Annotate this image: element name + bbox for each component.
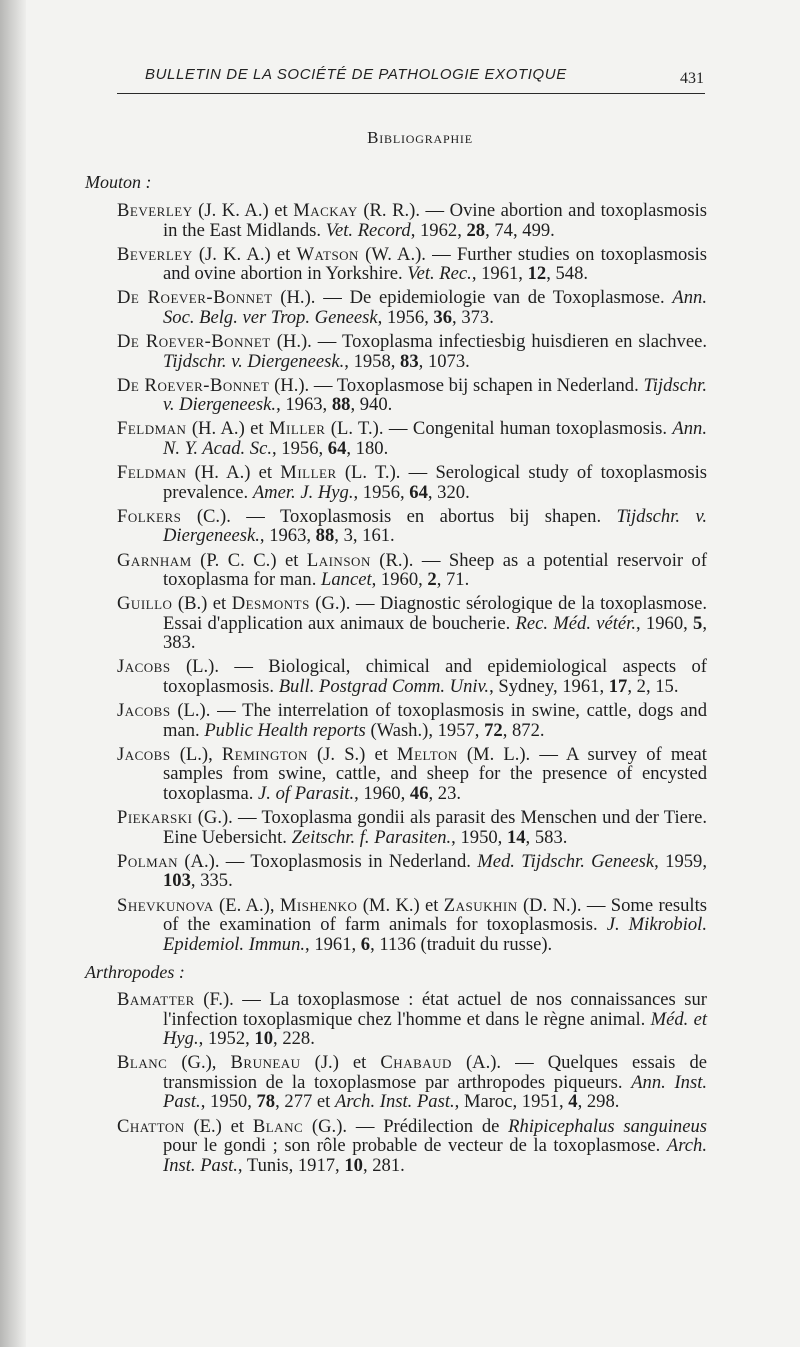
reference-author: Shevkunova [117, 894, 214, 916]
reference-author: Guillo [117, 593, 173, 615]
reference-text: (Wash.), 1957, [365, 719, 485, 741]
reference-text: , 1960, [371, 569, 428, 591]
reference-text: (M. L.). — A survey of meat samples from swine, cattle, and sheep for the presence of encysted toxoplasma. [163, 743, 707, 805]
reference-entry [117, 1117, 707, 1176]
reference-text: (D. N.). — Some results of the examination of farm animals for toxoplasmosis. [163, 894, 707, 936]
reference-author: Polman [117, 850, 179, 872]
reference-entry [117, 1053, 707, 1112]
reference-text: (J.) et [300, 1052, 381, 1074]
reference-entry [117, 288, 707, 327]
reference-text: , 3, 161. [334, 525, 395, 547]
reference-entry [117, 852, 707, 891]
reference-text: , 1952, [198, 1028, 255, 1050]
reference-text: (G.). — Diagnostic sérologique de la toxoplasmose. Essai d'application aux animaux de boucherie. [163, 593, 707, 634]
reference-volume: 6 [360, 933, 371, 955]
reference-text: , 1956, [377, 306, 434, 328]
reference-author: Beverley [117, 243, 193, 265]
reference-text: (G.), [167, 1052, 231, 1074]
reference-text: , Maroc, 1951, [454, 1091, 569, 1113]
reference-text: , 1956, [353, 481, 410, 503]
reference-text: , 298. [577, 1091, 620, 1113]
reference-text: (P. C. C.) et [191, 549, 307, 571]
reference-entry [117, 745, 707, 804]
reference-text: , 940. [350, 394, 393, 416]
reference-text: , 1958, [344, 350, 401, 372]
reference-text: (G.). — Prédilection de [303, 1115, 509, 1137]
reference-text: (A.). — Quelques essais de transmission de la toxoplasmose par arthropodes piqueurs. [163, 1052, 707, 1093]
reference-journal: Arch. Inst. Past. [163, 1135, 707, 1176]
reference-text: (L.), [170, 743, 222, 765]
reference-volume: 12 [527, 263, 547, 285]
reference-text: , 373. [452, 306, 494, 328]
reference-entry [117, 896, 707, 955]
group-heading-arthropodes: Arthropodes : [85, 962, 185, 982]
reference-text: (F.). — La toxoplasmose : état actuel de nos connaissances sur l'infection toxoplasmique chez l'homme et dans le règne animal. [163, 989, 707, 1030]
reference-volume: 103 [163, 870, 191, 892]
reference-volume: 46 [409, 783, 429, 805]
reference-volume: 64 [327, 438, 347, 460]
page-number: 431 [680, 70, 704, 87]
reference-journal: Tijdschr. v. Diergeneesk. [163, 505, 707, 547]
reference-author: Remington [221, 743, 308, 765]
reference-volume: 28 [466, 219, 486, 241]
reference-author: Chatton [117, 1115, 185, 1137]
reference-author: Zasukhin [443, 894, 518, 916]
running-title: BULLETIN DE LA SOCIÉTÉ DE PATHOLOGIE EXOTIQUE [145, 66, 567, 83]
reference-author: Piekarski [117, 807, 193, 829]
reference-journal: Ann. Inst. Past. [163, 1071, 708, 1113]
reference-journal: Méd. et Hyg. [163, 1008, 707, 1050]
reference-text: (H.). — De epidemiologie van de Toxoplasmose. [272, 287, 673, 309]
reference-author: De Roever-Bonnet [117, 331, 271, 353]
reference-volume: 78 [256, 1091, 276, 1113]
reference-volume: 64 [409, 481, 428, 503]
reference-journal: Ann. N. Y. Acad. Sc. [163, 418, 707, 460]
reference-text: , 1961, [305, 933, 361, 955]
reference-text: , 320. [427, 481, 470, 503]
reference-text: (J. K. A.) et [192, 243, 297, 265]
reference-text: , 1136 (traduit du russe). [370, 933, 553, 955]
reference-text: , 2, 15. [627, 676, 679, 698]
reference-entry [117, 507, 707, 546]
reference-journal: Public Health reports [204, 719, 366, 741]
reference-text: (H.). — Toxoplasma infectiesbig huisdieren en slachvee. [270, 331, 708, 353]
reference-author: Desmonts [231, 593, 310, 615]
reference-volume: 5 [693, 612, 703, 634]
reference-text: (J. S.) et [307, 743, 398, 765]
reference-author: Beverley [117, 200, 193, 221]
reference-journal: Amer. J. Hyg. [252, 481, 354, 503]
reference-list-arthropodes [117, 990, 707, 1180]
reference-text: , 1963, [276, 394, 332, 416]
reference-volume: 88 [331, 394, 351, 416]
reference-text: , 74, 499. [485, 219, 555, 241]
reference-journal: Vet. Rec. [407, 263, 472, 285]
reference-text: (J. K. A.) et [192, 200, 294, 221]
reference-text: (C.). — Toxoplasmosis en abortus bij shapen. [181, 505, 617, 527]
reference-text: , 1956, [272, 438, 328, 460]
reference-journal: Med. Tijdschr. Geneesk [477, 850, 655, 872]
reference-text: , 1961, [471, 263, 528, 285]
reference-journal: Rec. Méd. vétér. [515, 612, 637, 634]
reference-text: (W. A.). — Further studies on toxoplasmosis and ovine abortion in Yorkshire. [163, 243, 707, 285]
reference-text: , 180. [346, 438, 389, 460]
reference-journal: Tijdschr. v. Diergeneesk. [163, 350, 345, 372]
reference-entry [117, 419, 707, 458]
reference-author: De Roever-Bonnet [117, 374, 270, 396]
reference-author: Feldman [117, 418, 187, 440]
reference-entry [117, 376, 707, 415]
group-heading-mouton: Mouton : [85, 172, 152, 192]
reference-author: Miller [280, 462, 337, 484]
reference-volume: 2 [427, 569, 437, 591]
reference-journal: J. Mikrobiol. Epidemiol. Immun. [163, 914, 707, 955]
reference-text: , 1073. [418, 350, 470, 372]
reference-text: (R.). — Sheep as a potential reservoir of toxoplasma for man. [163, 549, 708, 591]
reference-text: , 1963, [259, 525, 316, 547]
reference-author: Jacobs [117, 743, 171, 765]
header-rule [117, 93, 705, 94]
reference-text: (H.). — Toxoplasmose bij schapen in Nederland. [269, 374, 644, 396]
reference-entry [117, 808, 707, 847]
reference-author: Jacobs [117, 700, 171, 722]
reference-volume: 17 [608, 676, 628, 698]
reference-text: (L.). — The interrelation of toxoplasmosis in swine, cattle, dogs and man. [163, 700, 707, 741]
reference-entry [117, 657, 707, 696]
reference-author: Mishenko [279, 894, 358, 916]
reference-journal: Zeitschr. f. Parasiten. [291, 826, 452, 848]
reference-volume: 4 [568, 1091, 578, 1113]
reference-text: , 548. [546, 263, 589, 285]
reference-text: , 583. [525, 826, 568, 848]
reference-text: (M. K.) et [357, 894, 444, 916]
reference-author: Blanc [117, 1052, 168, 1074]
reference-text: , 1959, [654, 850, 707, 872]
reference-author: Blanc [252, 1115, 304, 1137]
reference-journal: Arch. Inst. Past. [335, 1091, 455, 1113]
reference-text: , 1962, [410, 219, 467, 241]
reference-entry [117, 463, 707, 502]
reference-text: pour le gondi ; son rôle probable de vecteur de la toxoplasmose. [163, 1135, 667, 1157]
reference-volume: 88 [315, 525, 335, 547]
reference-entry [117, 245, 707, 284]
reference-entry [117, 701, 707, 740]
reference-text: , 1960, [636, 612, 694, 634]
reference-text: , 383. [163, 612, 707, 654]
reference-journal: Tijdschr. v. Diergeneesk. [163, 374, 707, 416]
reference-volume: 10 [344, 1154, 363, 1176]
reference-text: (H. A.) et [186, 418, 270, 440]
reference-author: De Roever-Bonnet [117, 287, 273, 309]
reference-text: (A.). — Toxoplasmosis in Nederland. [178, 850, 478, 872]
reference-volume: 83 [400, 350, 419, 372]
reference-journal: J. of Parasit. [258, 783, 355, 805]
reference-entry [117, 990, 707, 1049]
reference-text: (E.) et [184, 1115, 253, 1137]
reference-author: Lainson [306, 549, 371, 571]
reference-text: , 1960, [354, 783, 410, 805]
reference-author: Folkers [117, 505, 182, 527]
reference-text: (L.). — Biological, chimical and epidemiological aspects of toxoplasmosis. [163, 656, 707, 698]
reference-text: , Tunis, 1917, [237, 1154, 345, 1176]
reference-author: Feldman [117, 462, 187, 484]
reference-entry [117, 594, 707, 653]
reference-entry [117, 201, 707, 240]
reference-text: , 23. [428, 783, 462, 805]
reference-text: , 335. [190, 870, 233, 892]
reference-text: (H. A.) et [186, 462, 281, 484]
reference-text: , 277 et [275, 1091, 335, 1113]
reference-text: (G.). — Toxoplasma gondii als parasit des Menschen und der Tiere. Eine Uebersicht. [163, 807, 707, 848]
reference-text: (L. T.). — Serological study of toxoplasmosis prevalence. [163, 462, 707, 503]
reference-text: , 281. [362, 1154, 405, 1176]
reference-text: (L. T.). — Congenital human toxoplasmosis. [325, 418, 673, 440]
reference-author: Bamatter [117, 989, 195, 1010]
reference-text: , 872. [502, 719, 545, 741]
reference-volume: 72 [484, 719, 503, 741]
reference-text: , 1950, [200, 1091, 257, 1113]
reference-volume: 10 [254, 1028, 274, 1050]
reference-text: , 1950, [451, 826, 507, 848]
reference-author: Bruneau [230, 1052, 301, 1074]
reference-entry [117, 551, 707, 590]
reference-journal: Vet. Record [325, 219, 411, 241]
reference-text: , 228. [273, 1028, 315, 1050]
reference-volume: 36 [433, 306, 453, 328]
reference-author: Watson [296, 243, 359, 265]
reference-text: (E. A.), [213, 894, 280, 916]
reference-entry [117, 332, 707, 371]
reference-text: (B.) et [172, 593, 232, 615]
reference-author: Jacobs [117, 656, 171, 678]
reference-journal: Rhipicephalus sanguineus [508, 1115, 708, 1137]
reference-author: Chabaud [380, 1052, 452, 1074]
reference-author: Miller [269, 418, 326, 440]
reference-volume: 14 [506, 826, 526, 848]
reference-text: , Sydney, 1961, [489, 676, 609, 698]
reference-text: , 71. [436, 569, 470, 591]
reference-list-mouton [117, 201, 707, 959]
reference-author: Garnham [117, 549, 192, 571]
reference-text: (R. R.). — Ovine abortion and toxoplasmosis in the East Midlands. [163, 200, 707, 241]
section-title: Bibliographie [367, 128, 473, 147]
reference-author: Melton [397, 743, 458, 765]
reference-journal: Ann. Soc. Belg. ver Trop. Geneesk [163, 287, 707, 328]
reference-author: Mackay [293, 200, 358, 221]
reference-journal: Lancet [321, 569, 372, 591]
reference-journal: Bull. Postgrad Comm. Univ. [278, 676, 490, 698]
